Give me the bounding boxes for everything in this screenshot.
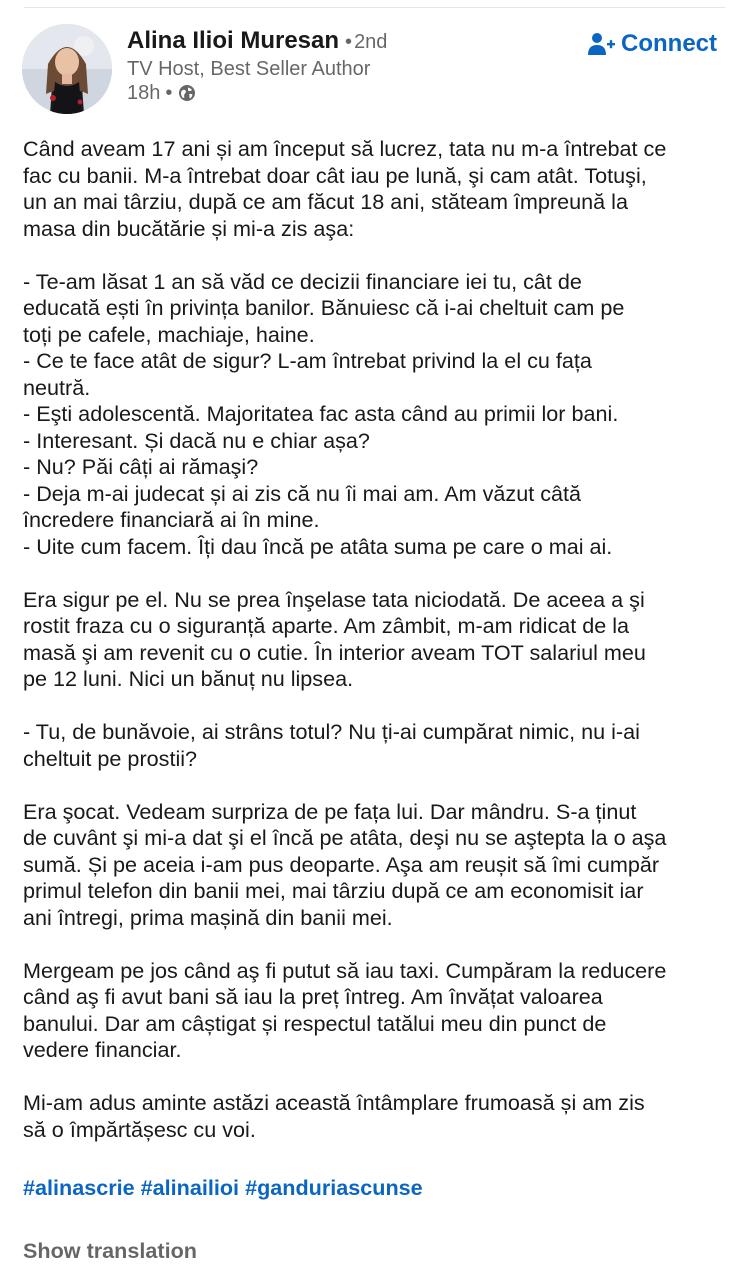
paragraph-gap bbox=[23, 772, 727, 799]
meta-separator: • bbox=[165, 82, 173, 104]
post-text-line: - Nu? Păi câți ai rămaşi? bbox=[23, 454, 259, 479]
paragraph-gap bbox=[23, 931, 727, 958]
post-text-line: fac cu banii. M-a întrebat doar cât iau pe lună, şi cam atât. Totuşi, bbox=[23, 162, 647, 188]
profile-photo-icon bbox=[22, 24, 112, 114]
post-text-line: Era şocat. Vedeam surpriza de pe fața lui. Dar mândru. S-a ținut bbox=[23, 798, 637, 824]
post-text-line: - Deja m-ai judecat și ai zis că nu îi mai am. Am văzut câtă bbox=[23, 480, 582, 506]
post-paragraph bbox=[23, 799, 727, 932]
post-time: 18h bbox=[127, 82, 161, 104]
post-text-line: rostit fraza cu o siguranță aparte. Am zâmbit, m-am ridicat de la bbox=[23, 613, 630, 638]
post-text-line: vedere financiar. bbox=[23, 1037, 182, 1062]
post-paragraph bbox=[23, 136, 727, 242]
paragraph-gap bbox=[23, 242, 727, 269]
post-text-line: ani întregi, prima mașină din banii mei. bbox=[23, 904, 393, 930]
connect-label: Connect bbox=[621, 30, 717, 57]
post-text-line: sumă. Și pe aceia i-am pus deoparte. Aşa am reușit să îmi cumpăr bbox=[23, 851, 660, 877]
paragraph-gap bbox=[23, 693, 727, 720]
post-text-line: - Interesant. Și dacă nu e chiar așa? bbox=[23, 427, 370, 453]
post-text-line: masa din bucătărie și mi-a zis aşa: bbox=[23, 215, 355, 241]
post-text-line: când aş fi avut bani să iau la preț întreg. Am învățat valoarea bbox=[23, 984, 603, 1009]
hashtags bbox=[23, 1174, 429, 1202]
post-text-line: - Eşti adolescentă. Majoritatea fac asta când au primii lor bani. bbox=[23, 401, 619, 426]
post-text-line: încredere financiară ai în mine. bbox=[23, 507, 320, 532]
connection-degree: 2nd bbox=[354, 31, 388, 53]
show-translation-button[interactable]: Show translation bbox=[23, 1238, 197, 1263]
author-headline: TV Host, Best Seller Author bbox=[127, 58, 371, 80]
post-paragraph bbox=[23, 269, 727, 561]
post-text-line: educată ești în privința banilor. Bănuiesc că i-ai cheltuit cam pe bbox=[23, 295, 625, 320]
hashtag-link[interactable]: #ganduriascunse bbox=[245, 1175, 423, 1200]
post-text-line: pe 12 luni. Nici un bănuț nu lipsea. bbox=[23, 666, 354, 691]
post-text-line: Când aveam 17 ani și am început să lucrez, tata nu m-a întrebat ce bbox=[23, 136, 667, 161]
post-text-line: - Tu, de bunăvoie, ai strâns totul? Nu ți-ai cumpărat nimic, nu i-ai bbox=[23, 719, 640, 744]
post-paragraph bbox=[23, 587, 727, 693]
post-text-line: - Ce te face atât de sigur? L-am întrebat privind la el cu fața bbox=[23, 348, 592, 373]
post-text-line: primul telefon din banii mei, mai târziu după ce am economisit iar bbox=[23, 878, 644, 903]
hashtag-link[interactable]: #alinascrie bbox=[23, 1175, 135, 1200]
author-avatar[interactable] bbox=[22, 24, 112, 114]
add-person-icon bbox=[587, 30, 615, 58]
post-paragraph bbox=[23, 958, 727, 1064]
post-text-line: masă şi am revenit cu o cutie. În interior aveam TOT salariul meu bbox=[23, 639, 646, 665]
post-text-line: Mergeam pe jos când aş fi putut să iau taxi. Cumpăram la reducere bbox=[23, 957, 667, 983]
connect-button[interactable] bbox=[587, 28, 717, 60]
post-text-line: neutră. bbox=[23, 374, 91, 400]
hashtag-link[interactable]: #alinailioi bbox=[140, 1175, 240, 1200]
post-text-line: Mi-am adus aminte astăzi această întâmplare frumoasă și am zis bbox=[23, 1090, 645, 1115]
post-text-line: banului. Dar am câștigat și respectul tatălui meu din punct de bbox=[23, 1010, 607, 1036]
post-meta bbox=[127, 82, 196, 104]
post-text bbox=[23, 136, 727, 1143]
post-header bbox=[0, 0, 747, 120]
globe-icon bbox=[178, 84, 196, 102]
paragraph-gap bbox=[23, 1064, 727, 1091]
post-text-line: toți pe cafele, machiaje, haine. bbox=[23, 321, 315, 347]
degree-separator: • bbox=[345, 31, 353, 53]
post-text-line: cheltuit pe prostii? bbox=[23, 745, 198, 771]
post-text-line: Era sigur pe el. Nu se prea înşelase tata niciodată. De aceea a şi bbox=[23, 586, 645, 612]
post-paragraph bbox=[23, 1090, 727, 1143]
author-name-line bbox=[127, 27, 387, 56]
post-text-line: un an mai târziu, după ce am făcut 18 ani, stăteam împreună la bbox=[23, 189, 628, 214]
post-text-line: de cuvânt şi mi-a dat şi el încă pe atâta, deşi nu se aştepta la o aşa bbox=[23, 825, 667, 850]
author-name[interactable]: Alina Ilioi Muresan bbox=[127, 27, 340, 54]
post-paragraph bbox=[23, 719, 727, 772]
post-text-line: să o împărtășesc cu voi. bbox=[23, 1116, 256, 1142]
paragraph-gap bbox=[23, 560, 727, 587]
post-text-line: - Te-am lăsat 1 an să văd ce decizii financiare iei tu, cât de bbox=[23, 268, 582, 294]
post-text-line: - Uite cum facem. Îți dau încă pe atâta suma pe care o mai ai. bbox=[23, 533, 613, 559]
